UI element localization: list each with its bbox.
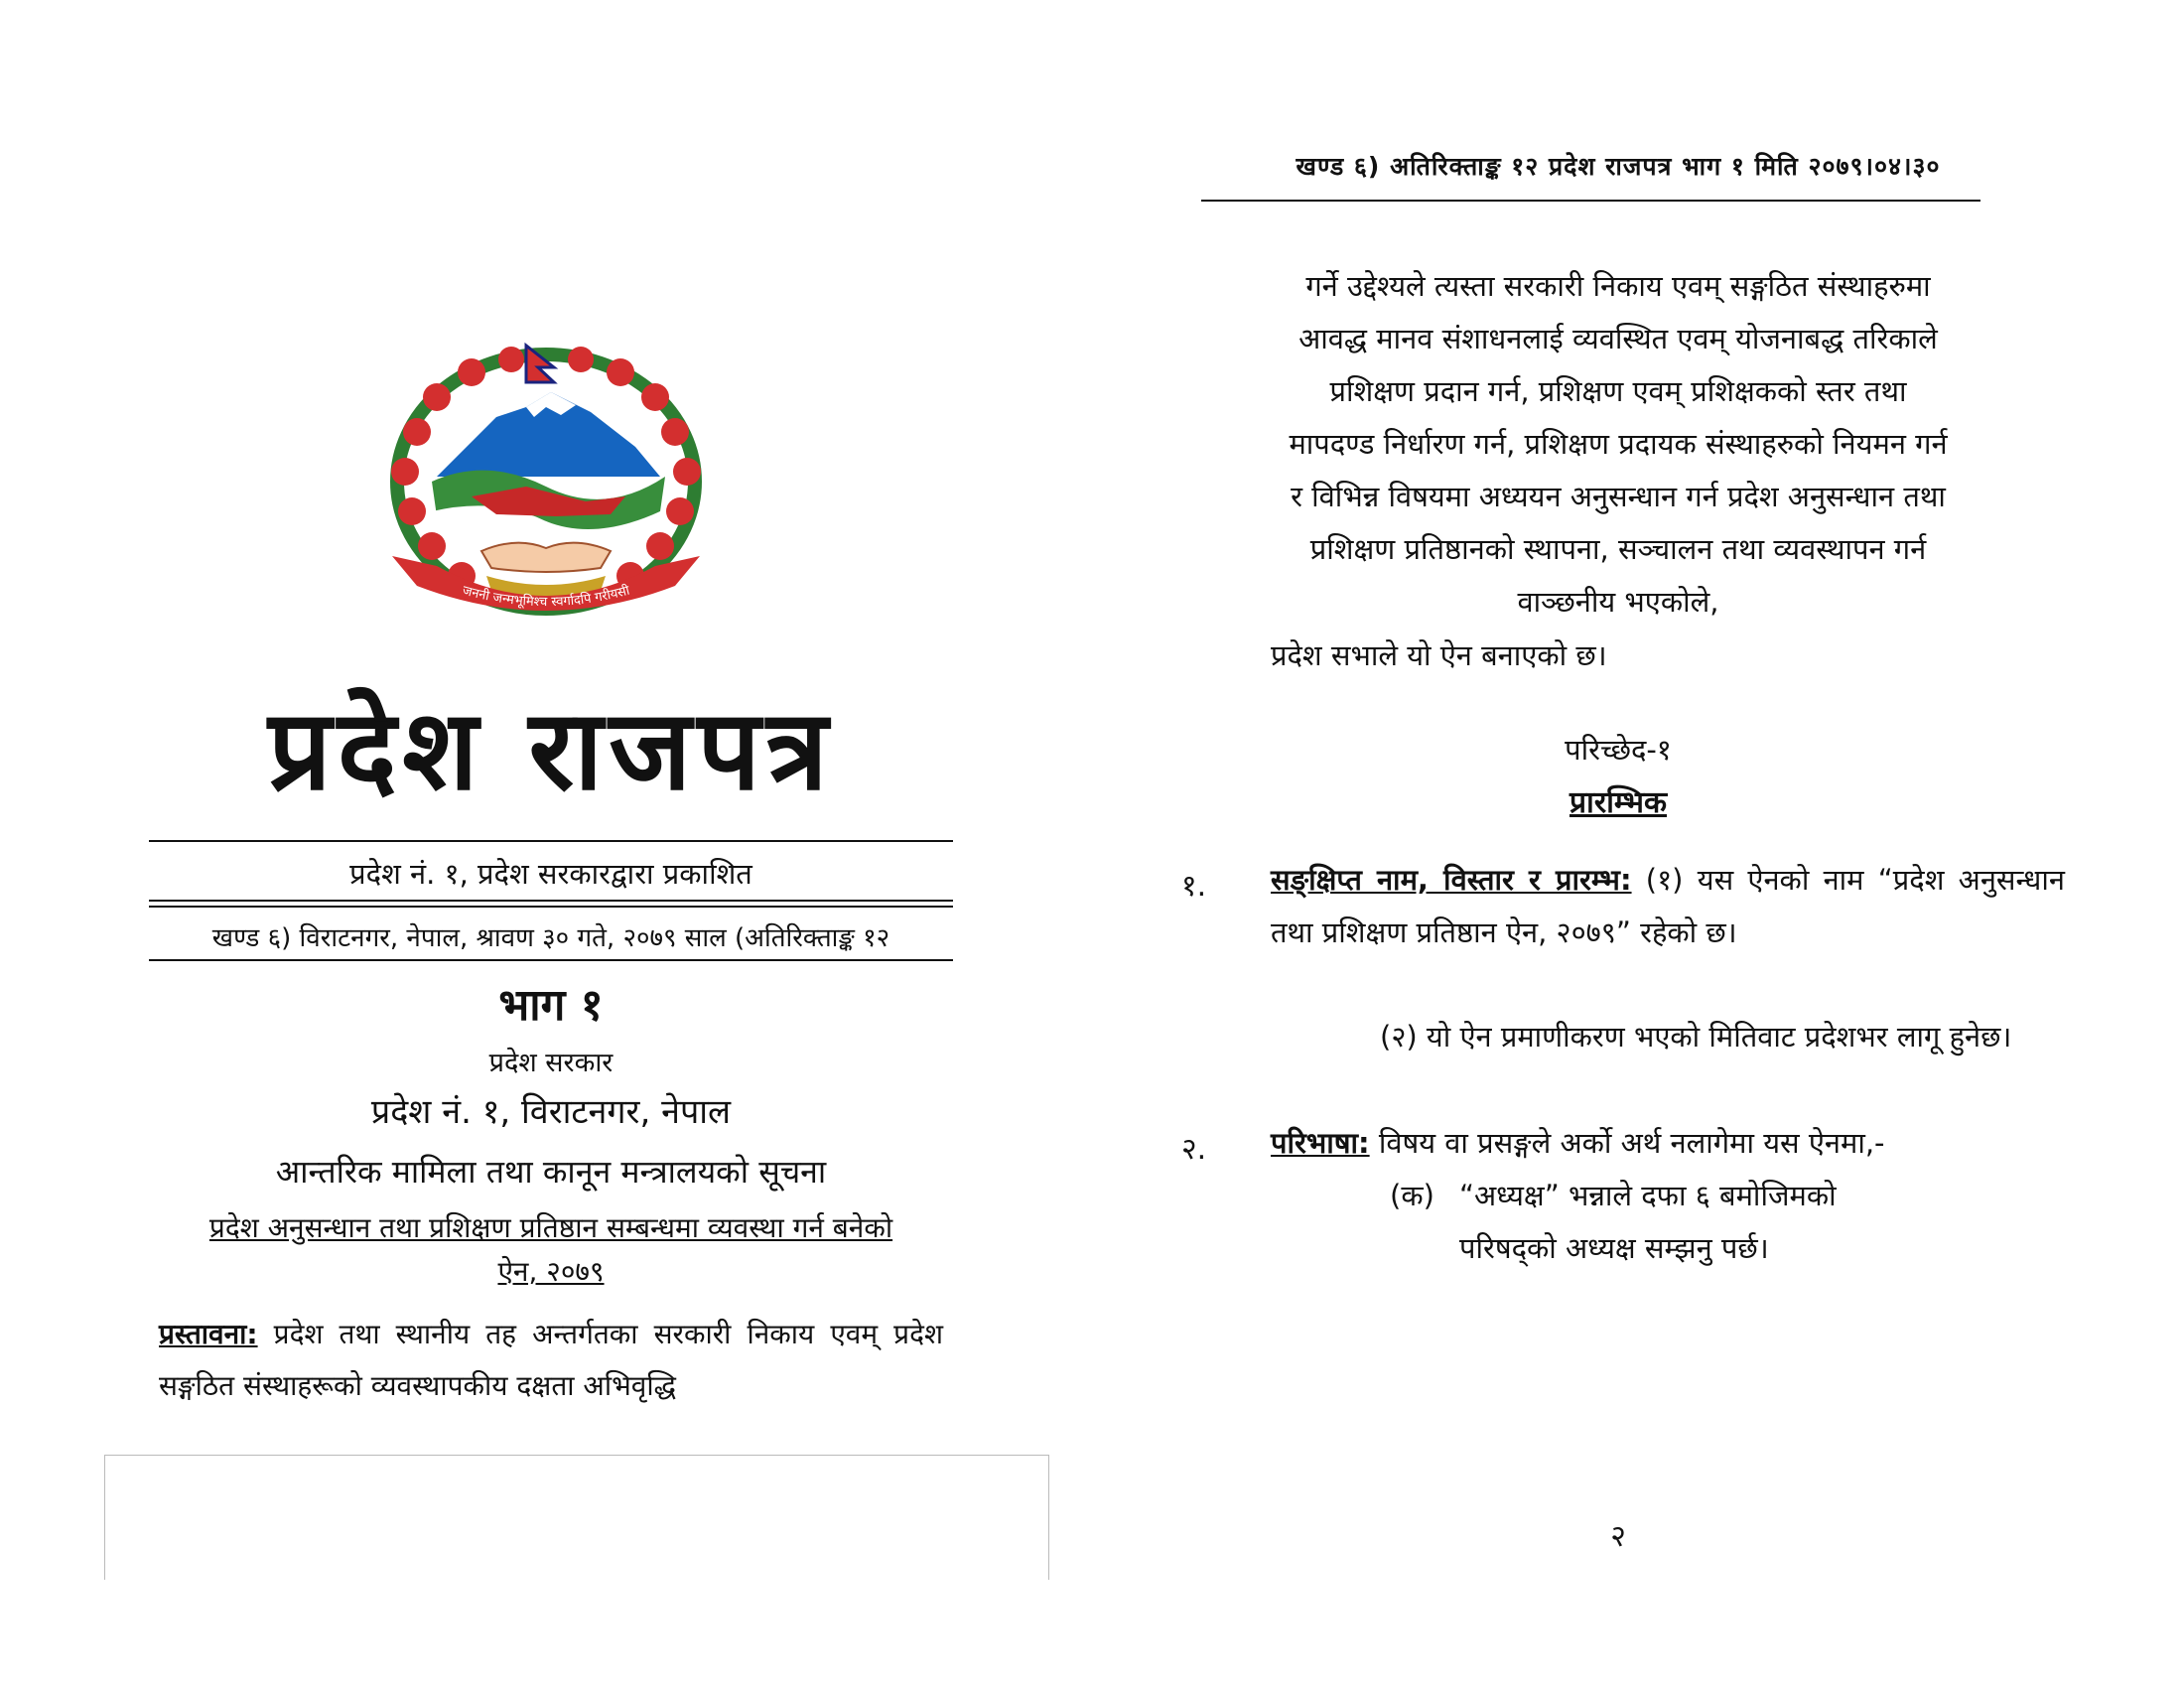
province-address: प्रदेश नं. १, विराटनगर, नेपाल bbox=[370, 1092, 732, 1132]
enactment-clause: प्रदेश सभाले यो ऐन बनाएको छ। bbox=[1271, 638, 1607, 672]
government-label: प्रदेश सरकार bbox=[488, 1048, 614, 1078]
motto-text: जननी जन्मभूमिश्च स्वर्गादपि गरीयसी bbox=[461, 583, 631, 611]
paragraph-line: र विभिन्न विषयमा अध्ययन अनुसन्धान गर्न प्रदेश अनुसन्धान तथा bbox=[1291, 480, 1946, 513]
chapter-title: प्रारम्भिक bbox=[1569, 785, 1667, 820]
preamble-text: प्रदेश तथा स्थानीय तह अन्तर्गतका सरकारी निकाय एवम् प्रदेश सङ्गठित संस्थाहरूको व्यवस्थापकीय दक्षता अभिवृद्धि bbox=[159, 1318, 943, 1402]
subsection-2: (२) यो ऐन प्रमाणीकरण भएको मितिवाट प्रदेशभर लागू हुनेछ। bbox=[1380, 1020, 2012, 1054]
header-rule bbox=[1201, 200, 1980, 202]
act-title-line: प्रदेश अनुसन्धान तथा प्रशिक्षण प्रतिष्ठान सम्बन्धमा व्यवस्था गर्न बनेको bbox=[208, 1211, 893, 1244]
paragraph-line: प्रशिक्षण प्रतिष्ठानको स्थापना, सञ्चालन तथा व्यवस्थापन गर्न bbox=[1309, 532, 1927, 566]
issue-line: खण्ड ६) विराटनगर, नेपाल, श्रावण ३० गते, २०७९ साल (अतिरिक्ताङ्क १२ bbox=[211, 923, 890, 953]
act-title bbox=[149, 1206, 953, 1294]
paragraph-line: गर्ने उद्देश्यले त्यस्ता सरकारी निकाय एवम् सङ्गठित संस्थाहरुमा bbox=[1305, 269, 1931, 303]
preamble-continuation bbox=[1181, 260, 2055, 629]
publisher-line: प्रदेश नं. १, प्रदेश सरकारद्वारा प्रकाशित bbox=[349, 857, 752, 891]
paragraph-line: मापदण्ड निर्धारण गर्न, प्रशिक्षण प्रदायक संस्थाहरुको नियमन गर्न bbox=[1289, 427, 1948, 461]
right-page bbox=[1092, 0, 2184, 1688]
definition-continuation: परिषद्को अध्यक्ष सम्झनु पर्छ। bbox=[1459, 1231, 1769, 1265]
paragraph-line: प्रशिक्षण प्रदान गर्न, प्रशिक्षण एवम् प्रशिक्षकको स्तर तथा bbox=[1329, 374, 1907, 408]
preamble-label: प्रस्तावना: bbox=[159, 1318, 258, 1350]
divider-line bbox=[149, 900, 953, 902]
section-number: १. bbox=[1181, 869, 1207, 904]
nepal-emblem-icon bbox=[377, 338, 715, 626]
divider-line bbox=[149, 840, 953, 842]
section-1 bbox=[1271, 854, 2065, 959]
chapter-number: परिच्छेद-१ bbox=[1565, 733, 1672, 767]
part-heading: भाग १ bbox=[498, 980, 604, 1031]
section-2 bbox=[1271, 1117, 2065, 1170]
running-header: खण्ड ६) अतिरिक्ताङ्क १२ प्रदेश राजपत्र भाग १ मिति २०७९।०४।३० bbox=[1296, 152, 1941, 181]
page-number: २ bbox=[1610, 1519, 1626, 1554]
section-text: विषय वा प्रसङ्गले अर्को अर्थ नलागेमा यस ऐनमा,- bbox=[1369, 1126, 1885, 1160]
definition-key: (क) bbox=[1390, 1179, 1434, 1212]
footer-box bbox=[104, 1455, 1049, 1580]
section-number: २. bbox=[1181, 1132, 1207, 1167]
gazette-masthead: प्रदेश राजपत्र bbox=[268, 686, 834, 815]
divider-line bbox=[149, 906, 953, 908]
paragraph-line: वाञ्छनीय भएकोले, bbox=[1517, 585, 1719, 619]
act-title-line: ऐन, २०७९ bbox=[497, 1255, 605, 1288]
paragraph-line: आवद्ध मानव संशाधनलाई व्यवस्थित एवम् योजनाबद्ध तरिकाले bbox=[1298, 322, 1938, 355]
definition-item bbox=[1390, 1170, 2065, 1275]
preamble bbox=[159, 1309, 943, 1412]
ministry-notice: आन्तरिक मामिला तथा कानून मन्त्रालयको सूचना bbox=[275, 1153, 827, 1191]
definition-text: “अध्यक्ष” भन्नाले दफा ६ बमोजिमको bbox=[1459, 1179, 1837, 1212]
handshake-icon bbox=[481, 543, 611, 572]
section-heading: सङ्क्षिप्त नाम, विस्तार र प्रारम्भ: bbox=[1271, 863, 1632, 897]
section-text: (१) यस ऐनको नाम “प्रदेश अनुसन्धान तथा प्रशिक्षण प्रतिष्ठान ऐन, २०७९” रहेको छ। bbox=[1271, 863, 2065, 949]
section-heading: परिभाषा: bbox=[1271, 1126, 1370, 1160]
divider-line bbox=[149, 959, 953, 961]
